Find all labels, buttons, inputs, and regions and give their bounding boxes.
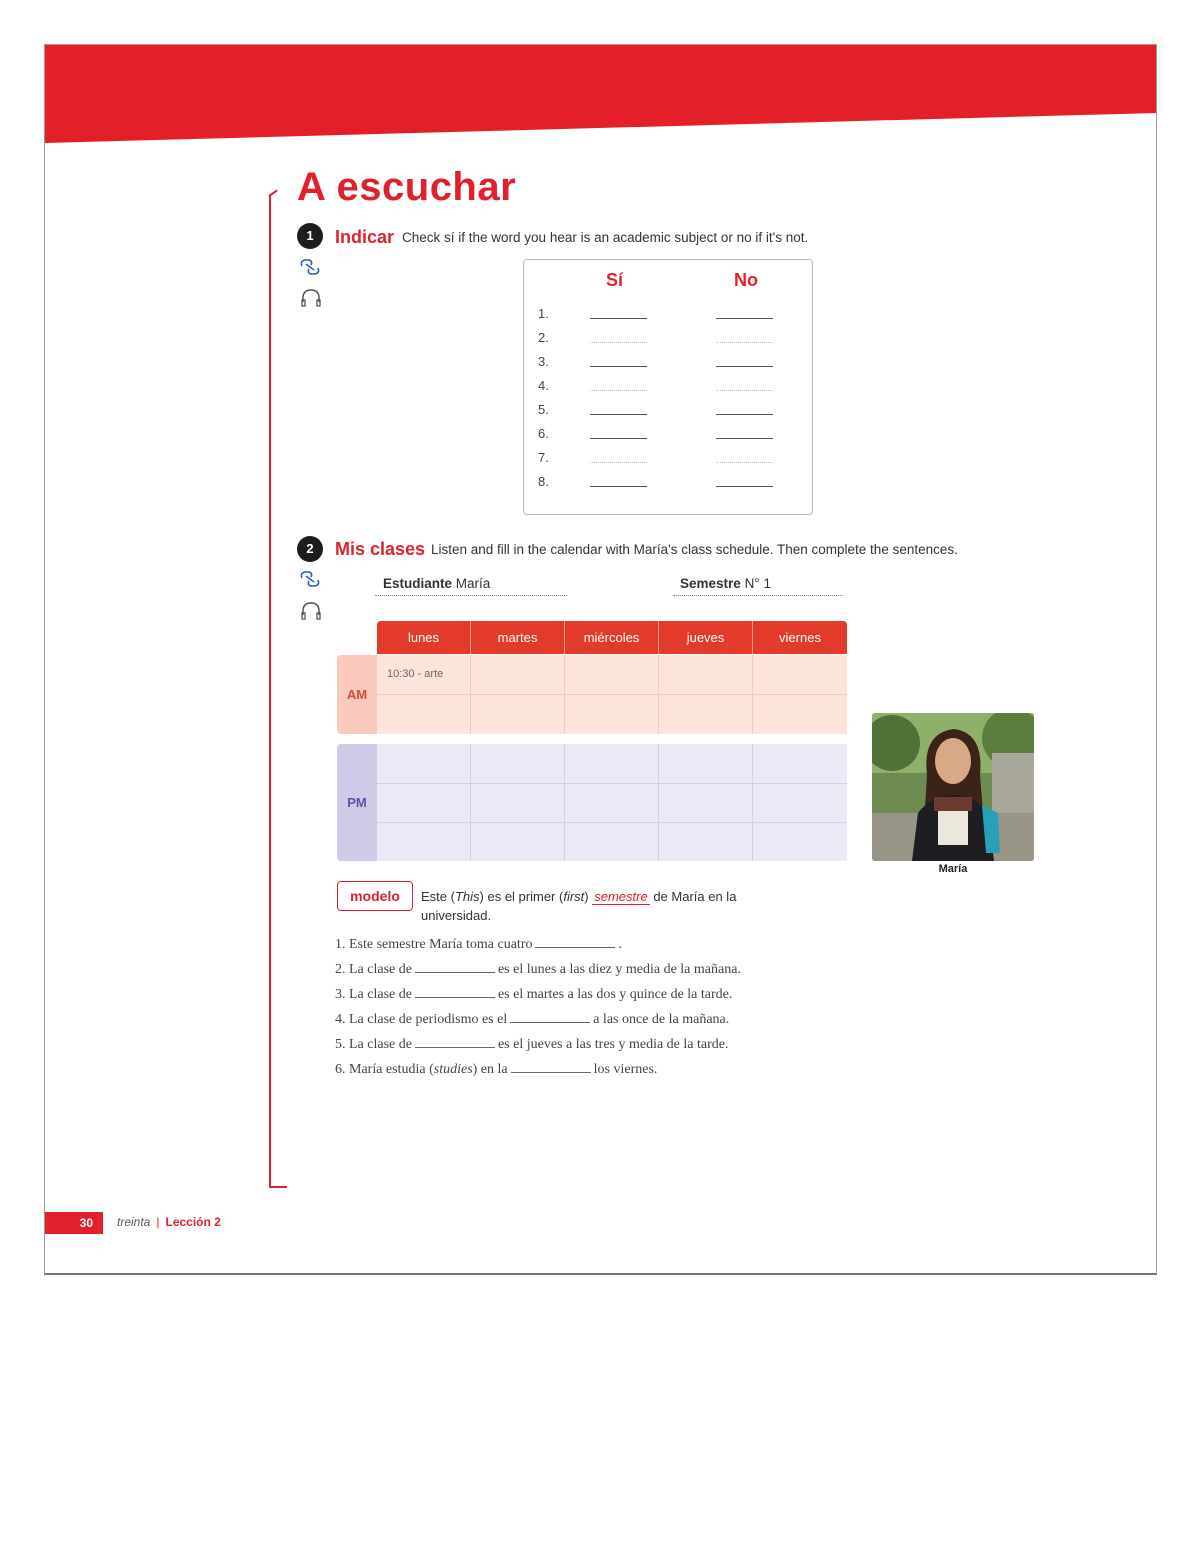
headphones-icon[interactable] — [300, 288, 322, 308]
yes-blank[interactable] — [590, 462, 647, 463]
student-underline — [375, 595, 567, 596]
activity-2-number: 2 — [297, 536, 323, 562]
sentence-text: a las once de la mañana. — [593, 1012, 730, 1027]
sentence-6 — [335, 1062, 855, 1078]
modelo-answer: semestre — [594, 889, 648, 904]
footer-separator: | — [156, 1215, 160, 1229]
activity-1-number: 1 — [297, 223, 323, 249]
row-number: 6. — [538, 426, 549, 441]
yes-blank[interactable] — [590, 342, 647, 343]
row-number: 2. — [538, 330, 549, 345]
no-blank[interactable] — [716, 390, 773, 391]
row-number: 1. — [538, 306, 549, 321]
sentence-text: La clase de periodismo es el — [349, 1012, 508, 1027]
sentence-1 — [335, 937, 855, 953]
link-icon[interactable] — [299, 257, 321, 277]
book-page-word: treinta — [117, 1215, 151, 1229]
sentence-number: 2. — [335, 962, 346, 977]
yes-blank[interactable] — [590, 414, 647, 415]
answer-blank[interactable] — [510, 1022, 590, 1023]
sentence-3 — [335, 987, 855, 1003]
answer-row — [538, 450, 798, 470]
day-lunes: lunes — [377, 621, 471, 654]
sentence-text: ) en la — [472, 1062, 508, 1077]
sentence-text: Este semestre María toma cuatro — [349, 937, 533, 952]
sentence-text: es el lunes a las diez y media de la mañana. — [497, 962, 741, 977]
answer-row — [538, 378, 798, 398]
activity-1-instruction: Check sí if the word you hear is an academic subject or no if it's not. — [402, 230, 809, 245]
textbook-page — [44, 44, 1157, 1275]
student-field — [383, 576, 490, 591]
page-footer — [117, 1215, 221, 1229]
answer-row — [538, 330, 798, 350]
answer-row — [538, 354, 798, 374]
modelo-gloss: first — [563, 889, 585, 904]
row-number: 5. — [538, 402, 549, 417]
sentence-text: es el martes a las dos y quince de la tarde. — [497, 987, 733, 1002]
section-rule-bottom — [269, 1186, 287, 1188]
yes-blank[interactable] — [590, 366, 647, 367]
semester-value: N° 1 — [744, 576, 771, 591]
semester-underline — [673, 595, 843, 596]
modelo-text: ) es el primer ( — [479, 889, 564, 904]
section-title: A escuchar — [297, 165, 517, 209]
student-photo — [872, 713, 1034, 861]
semester-label: Semestre — [680, 576, 741, 591]
student-label: Estudiante — [383, 576, 453, 591]
sentence-number: 4. — [335, 1012, 346, 1027]
am-schedule-grid[interactable] — [377, 655, 847, 734]
day-viernes: viernes — [779, 630, 821, 645]
no-blank[interactable] — [716, 342, 773, 343]
no-blank[interactable] — [716, 462, 773, 463]
answer-blank[interactable] — [511, 1072, 591, 1073]
row-number: 8. — [538, 474, 549, 489]
lesson-label: Lección 2 — [165, 1215, 221, 1229]
si-no-answer-box — [523, 259, 813, 515]
sentence-number: 3. — [335, 987, 346, 1002]
answer-row — [538, 474, 798, 494]
answer-blank[interactable] — [535, 947, 615, 948]
yes-blank[interactable] — [590, 318, 647, 319]
no-blank[interactable] — [716, 486, 773, 487]
answer-row — [538, 402, 798, 422]
example-schedule-entry: 10:30 - arte — [387, 668, 444, 680]
no-blank[interactable] — [716, 414, 773, 415]
sentence-4 — [335, 1012, 855, 1028]
page-number: 30 — [45, 1212, 103, 1234]
answer-blank[interactable] — [415, 1047, 495, 1048]
row-number: 3. — [538, 354, 549, 369]
sentence-text: los viernes. — [593, 1062, 658, 1077]
sentence-number: 5. — [335, 1037, 346, 1052]
no-blank[interactable] — [716, 438, 773, 439]
sentence-text: es el jueves a las tres y media de la tarde. — [497, 1037, 729, 1052]
modelo-text: Este ( — [421, 889, 455, 904]
sentence-text: La clase de — [349, 987, 412, 1002]
day-jueves: jueves — [659, 621, 753, 654]
modelo-badge: modelo — [337, 881, 413, 911]
no-blank[interactable] — [716, 366, 773, 367]
yes-column-header: Sí — [606, 270, 624, 290]
activity-2-title: Mis clases — [335, 539, 426, 559]
pm-schedule-grid[interactable] — [377, 744, 847, 861]
sentence-text: . — [618, 937, 622, 952]
answer-blank[interactable] — [415, 997, 495, 998]
top-banner — [45, 45, 1156, 145]
sentence-text: María estudia ( — [349, 1062, 434, 1077]
sentence-5 — [335, 1037, 855, 1053]
student-value: María — [455, 576, 491, 591]
sentence-text: La clase de — [349, 962, 412, 977]
answer-row — [538, 426, 798, 446]
am-label: AM — [337, 655, 377, 734]
no-column-header: No — [734, 270, 758, 290]
sentence-2 — [335, 962, 855, 978]
yes-blank[interactable] — [590, 438, 647, 439]
sentence-number: 6. — [335, 1062, 346, 1077]
calendar-header — [377, 621, 847, 654]
modelo-example — [421, 887, 781, 925]
yes-blank[interactable] — [590, 486, 647, 487]
semester-field — [680, 576, 771, 591]
answer-row — [538, 306, 798, 326]
headphones-icon[interactable] — [300, 601, 322, 621]
pm-label: PM — [337, 744, 377, 861]
photo-caption: María — [938, 863, 968, 875]
section-rule — [269, 195, 271, 1188]
no-blank[interactable] — [716, 318, 773, 319]
row-number: 7. — [538, 450, 549, 465]
day-martes: martes — [471, 621, 565, 654]
row-number: 4. — [538, 378, 549, 393]
yes-blank[interactable] — [590, 390, 647, 391]
answer-blank[interactable] — [415, 972, 495, 973]
sentence-number: 1. — [335, 937, 346, 952]
link-icon[interactable] — [299, 569, 321, 589]
modelo-text: de María en la universidad. — [421, 889, 737, 923]
sentence-gloss: studies — [433, 1062, 473, 1077]
activity-1-title: Indicar — [335, 227, 395, 247]
section-rule-top — [268, 189, 277, 196]
modelo-text: ) — [584, 889, 593, 904]
sentence-text: La clase de — [349, 1037, 412, 1052]
day-miercoles: miércoles — [565, 621, 659, 654]
modelo-gloss: This — [454, 889, 480, 904]
activity-2-instruction: Listen and fill in the calendar with María's class schedule. Then complete the sentences. — [431, 542, 958, 557]
